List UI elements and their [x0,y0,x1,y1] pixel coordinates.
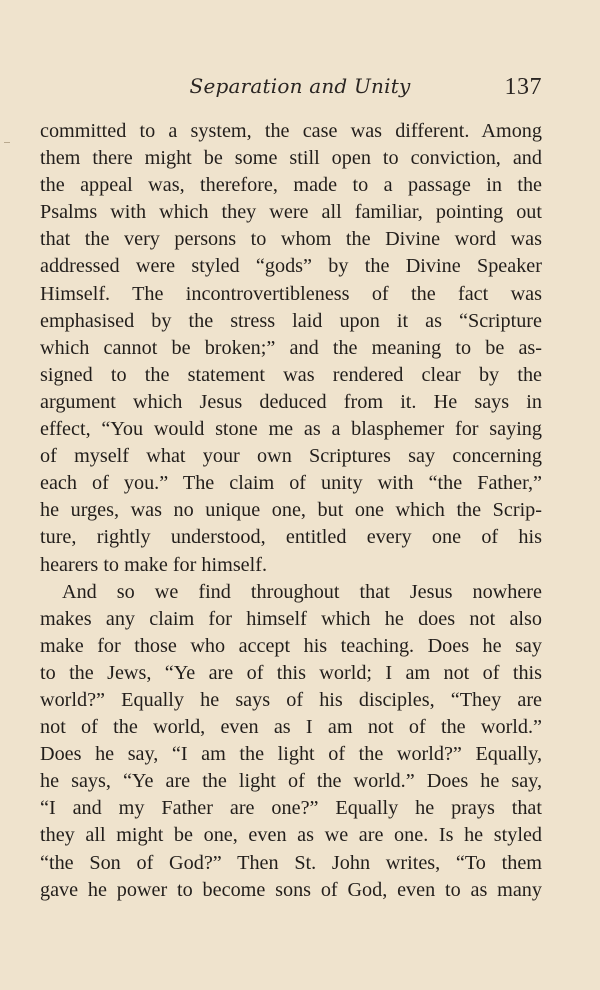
text-line: addressed were styled “gods” by the Divine Speaker [40,255,542,278]
text-line: emphasised by the stress laid upon it as “Scripture [40,309,542,332]
text-line: Himself. The incontrovertibleness of the fact was [40,282,542,305]
text-line: of myself what your own Scriptures say concerning [40,445,542,468]
body-text [40,118,542,904]
text-line: signed to the statement was rendered clear by the [40,363,542,386]
text-line: “the Son of God?” Then St. John writes, “To them [40,851,542,874]
page-number: 137 [504,74,542,100]
text-line: effect, “You would stone me as a blasphemer for saying [40,418,542,441]
text-line: each of you.” The claim of unity with “the Father,” [40,472,542,495]
text-line: committed to a system, the case was different. Among [40,120,542,142]
text-line: they all might be one, even as we are one. Is he styled [40,824,542,847]
text-line: gave he power to become sons of God, even to as many [40,878,542,901]
text-line: the appeal was, therefore, made to a passage in the [40,174,542,197]
text-line: not of the world, even as I am not of the world.” [40,716,542,739]
paragraph-end-line: hearers to make for himself. [40,553,268,576]
text-line: argument which Jesus deduced from it. He says in [40,390,542,413]
text-line: Psalms with which they were all familiar, pointing out [40,201,542,224]
page-header [0,74,600,104]
text-line: he urges, was no unique one, but one which the Scrip- [40,499,542,522]
text-line: make for those who accept his teaching. Does he say [40,634,542,657]
paragraph-start-line: And so we find throughout that Jesus nowhere [62,580,542,603]
text-line: them there might be some still open to conviction, and [40,147,542,170]
text-line: “I and my Father are one?” Equally he prays that [40,797,542,820]
text-line: that the very persons to whom the Divine word was [40,228,542,251]
text-line: to the Jews, “Ye are of this world; I am not of this [40,661,542,684]
text-line: ture, rightly understood, entitled every one of his [40,526,542,549]
text-line: makes any claim for himself which he does not also [40,607,542,630]
text-line: he says, “Ye are the light of the world.” Does he say, [40,770,542,793]
margin-mark [4,142,10,143]
text-line: which cannot be broken;” and the meaning to be as- [40,336,542,359]
text-line: world?” Equally he says of his disciples, “They are [40,688,542,711]
text-line: Does he say, “I am the light of the world?” Equally, [40,743,542,766]
running-title: Separation and Unity [189,74,411,98]
